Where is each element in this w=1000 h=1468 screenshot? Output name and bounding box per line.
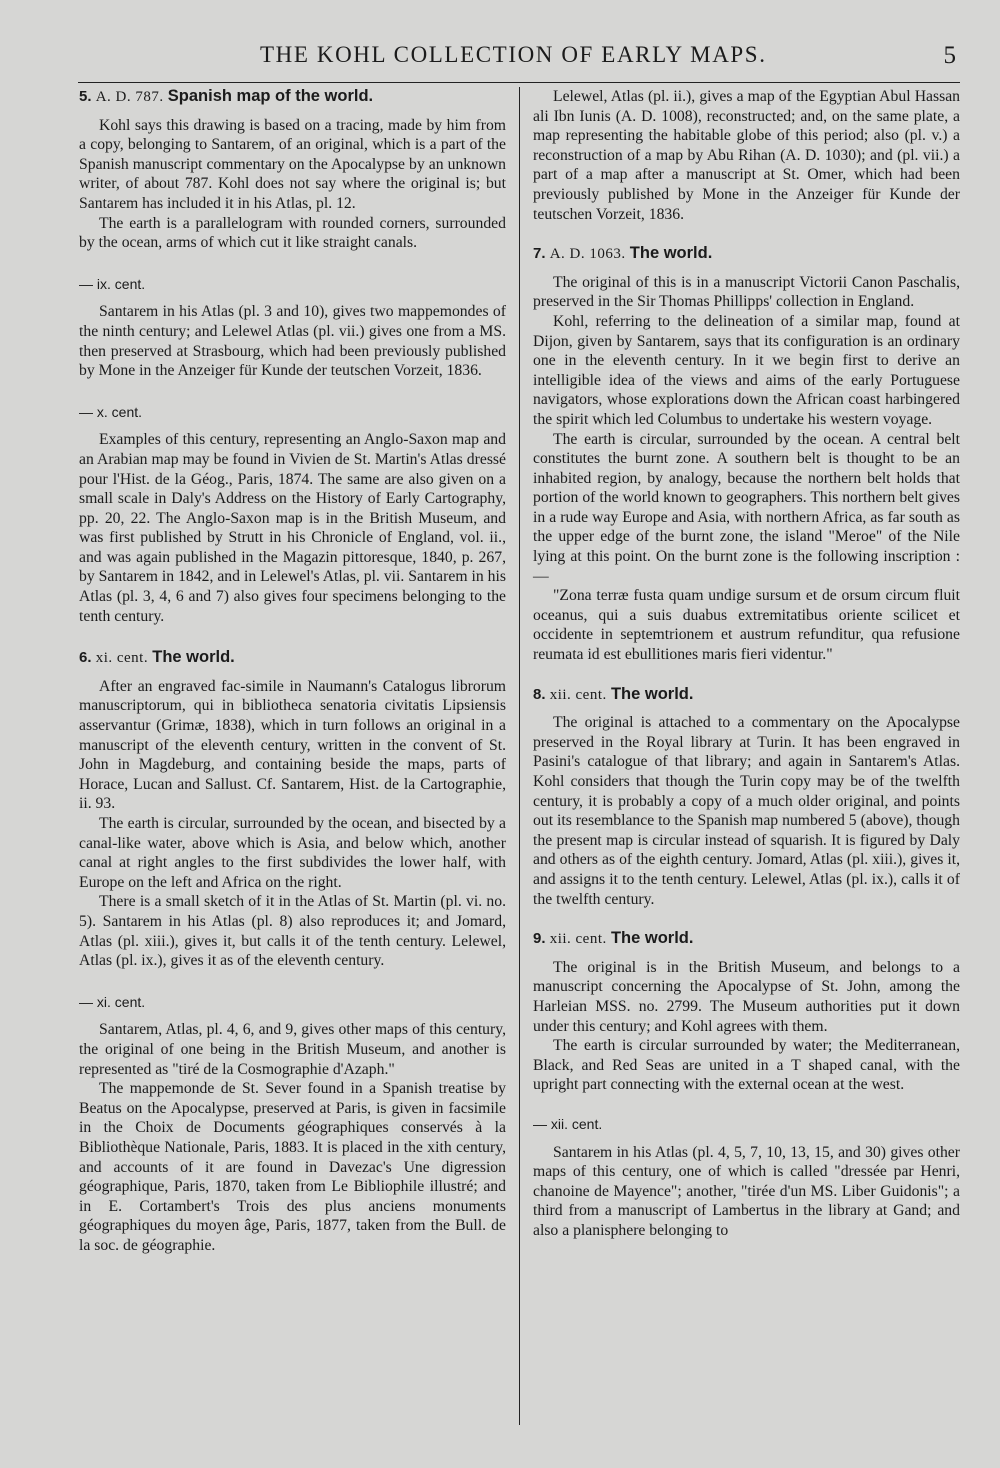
entry-8 [533, 685, 960, 910]
entry-number: 9. [533, 930, 546, 948]
paragraph: The original of this is in a manuscript Victorii Canon Paschalis, preserved in the Sir Thomas Phillipps' collection in England. [533, 273, 960, 311]
paragraph: Lelewel, Atlas (pl. ii.), gives a map of the Egyptian Abul Hassan ali Ibn Iunis (A. D. 1008), reconstructed; and, on the same plate, a map representing the habitable globe of this period; also (pl. v.) a reconstruction of a map by Abu Rihan (A. D. 1030); and (pl. vii.) a part of a map after a manuscript at St. Omer, which had been previously published by Mone in the Anzeiger für Kunde der teutschen Vorzeit, 1836. [533, 88, 960, 223]
entry-date: A. D. 787. [95, 89, 164, 105]
entry-number: 5. [79, 88, 92, 105]
entry-title: The world. [610, 684, 694, 703]
paragraph: Kohl says this drawing is based on a tracing, made by him from a copy, belonging to Santarem, of an original, which is a part of the Spanish manuscript commentary on the Apocalypse by an unknown writer, of about 787. Kohl does not say where the original is; but Santarem has included it in his Atlas, pl. 12. [79, 116, 506, 212]
entry-number: 8. [533, 685, 546, 703]
entry-continuation [533, 87, 960, 224]
entry-date: xii. cent. [549, 931, 607, 948]
paragraph: Examples of this century, representing an Anglo-Saxon map and an Arabian map may be found in Vivien de St. Martin's Atlas dressé pour l'Hist. de la Géog., Paris, 1874. The same are also given on a small scale in Daly's Address on the History of Early Cartography, pp. 20, 22. The Anglo-Saxon map is in the British Museum, and was first published by Strutt in his Chronicle of England, vol. ii., and was again published in the Magazin pittoresque, 1840, p. 267, by Santarem in 1842, and in Lelewel's Atlas, pl. vii. Santarem in his Atlas (pl. 3, 4, 6 and 7) also gives four specimens belonging to the tenth century. [79, 431, 506, 625]
paragraph: The earth is a parallelogram with rounded corners, surrounded by the ocean, arms of which cut it like straight canals. [79, 214, 506, 252]
entry-heading [533, 244, 960, 265]
paragraph: The original is attached to a commentary on the Apocalypse preserved in the Royal library at Turin. It has been engraved in Pasini's catalogue of that library; and again in Santarem's Atlas. Kohl considers that though the Turin copy may be of the twelfth century, it is probably a copy of a much older original, and points out its resemblance to the Spanish map numbered 5 (above), though the present map is circular instead of squarish. It is figured by Daly and others as of the eighth century. Jomard, Atlas (pl. xiii.), gives it, and assigns it to the tenth century. Lelewel, Atlas (pl. ix.), calls it of the twelfth century. [533, 714, 960, 908]
entry-number: 7. [533, 245, 546, 263]
entry-7 [533, 244, 960, 664]
entry-heading [533, 685, 960, 706]
page-number: 5 [943, 42, 956, 69]
subheading: — xi. cent. [79, 993, 146, 1010]
entry-heading [533, 929, 960, 950]
entry-ix-cent [79, 275, 506, 381]
paragraph: "Zona terræ fusta quam undige sursum et de orsum circum fluit oceanus, qui a suis duabus extremitatibus oriente scilicet et occidente in septemtrionem et austrum refunditur, qua refusione reumata id est ebullitiones maris fieri videntur." [533, 587, 960, 664]
entry-heading [79, 87, 506, 108]
right-column [533, 87, 960, 1260]
entry-6 [79, 648, 506, 971]
entry-heading [79, 648, 506, 669]
entry-title: The world. [610, 929, 694, 948]
paragraph: The earth is circular surrounded by water; the Mediterranean, Black, and Red Seas are united in a T shaped canal, with the upright part connecting with the external ocean at the west. [533, 1037, 960, 1094]
paragraph: The earth is circular, surrounded by the ocean, and bisected by a canal-like water, above which is Asia, and below which, another canal at right angles to the first subdivides the lower half, with Europe on the left and Africa on the right. [79, 815, 506, 891]
entry-5 [79, 87, 506, 253]
entry-title: The world. [152, 648, 235, 667]
paragraph: The original is in the British Museum, and belongs to a manuscript concerning the Apocalypse of St. John, among the Harleian MSS. no. 2799. The Museum authorities put it down under this century; and Kohl agrees with them. [533, 958, 960, 1035]
page-title: THE KOHL COLLECTION OF EARLY MAPS. [260, 42, 767, 67]
left-column [79, 87, 506, 1277]
entry-date: xi. cent. [95, 650, 149, 667]
entry-date: A. D. 1063. [549, 246, 626, 263]
paragraph: Santarem in his Atlas (pl. 4, 5, 7, 10, 13, 15, and 30) gives other maps of this century, one of which is called "dressée par Henri, chanoine de Mayence"; another, "tirée d'un MS. Liber Guidonis"; a third from a manuscript of Lambertus in the library at Gand; and also a planisphere belonging to [533, 1143, 960, 1239]
entry-date: xii. cent. [549, 686, 607, 703]
entry-x-cent [79, 403, 506, 627]
column-divider [519, 87, 520, 1425]
subheading: — ix. cent. [79, 275, 146, 292]
paragraph: Santarem, Atlas, pl. 4, 6, and 9, gives other maps of this century, the original of one being in the British Museum, and another is represented as "tiré de la Cosmographie d'Azaph." [79, 1021, 506, 1078]
entry-9 [533, 929, 960, 1095]
running-header [78, 40, 960, 83]
entry-title: The world. [629, 244, 713, 263]
paragraph: The mappemonde de St. Sever found in a Spanish treatise by Beatus on the Apocalypse, preserved at Paris, is given in facsimile in the Choix de Documents géographiques conservés à la Bibliothèque Nationale, Paris, 1883. It is placed in the xith century, and accounts of it are found in Davezac's Une digression géographique, Paris, 1870, taken from Le Bibliophile illustré; and in E. Cortambert's Trois des plus anciens monuments géographiques du moyen âge, Paris, 1877, taken from the Bull. de la soc. de géographie. [79, 1080, 506, 1254]
subheading: — xii. cent. [533, 1115, 603, 1132]
paragraph: There is a small sketch of it in the Atlas of St. Martin (pl. vi. no. 5). Santarem in his Atlas (pl. 8) also reproduces it; and Jomard, Atlas (pl. xiii.), gives it, but calls it of the tenth century. Lelewel, Atlas (pl. ix.), gives it as of the eleventh century. [79, 893, 506, 970]
entry-number: 6. [79, 649, 92, 667]
paragraph: After an engraved fac-simile in Naumann's Catalogus librorum manuscriptorum, qui in bibliotheca senatoria civitatis Lipsiensis asservantur (Grimæ, 1838), which in turn follows an original in a manuscript of the eleventh century, written in the convent of St. John in Magdeburg, and containing beside the maps, parts of Horace, Lucan and Sallust. Cf. Santarem, Hist. de la Cartographie, ii. 93. [79, 677, 506, 813]
entry-xi-cent [79, 993, 506, 1256]
paragraph: The earth is circular, surrounded by the ocean. A central belt constitutes the burnt zone. A southern belt is thought to be an inhabited region, by analogy, because the northern belt holds that portion of the world known to geographers. This northern belt gives in a rude way Europe and Asia, with northern Africa, as far south as the upper edge of the burnt zone, the island "Meroe" of the Nile lying at this point. On the burnt zone is the following inscription : — [533, 430, 960, 585]
paragraph: Kohl, referring to the delineation of a similar map, found at Dijon, given by Santarem, says that its configuration is an ordinary one in the eleventh century. In it we begin first to derive an intelligible idea of the views and aims of the early Portuguese navigators, whose explorations down the African coast harbingered the spirit which led Columbus to undertake his western voyage. [533, 312, 960, 428]
paragraph: Santarem in his Atlas (pl. 3 and 10), gives two mappemondes of the ninth century; and Lelewel Atlas (pl. vii.) gives one from a MS. then preserved at Strasbourg, which had been previously published by Mone in the Anzeiger für Kunde der teutschen Vorzeit, 1836. [79, 303, 506, 380]
entry-title: Spanish map of the world. [167, 87, 374, 105]
entry-xii-cent [533, 1115, 960, 1241]
subheading: — x. cent. [79, 403, 143, 420]
